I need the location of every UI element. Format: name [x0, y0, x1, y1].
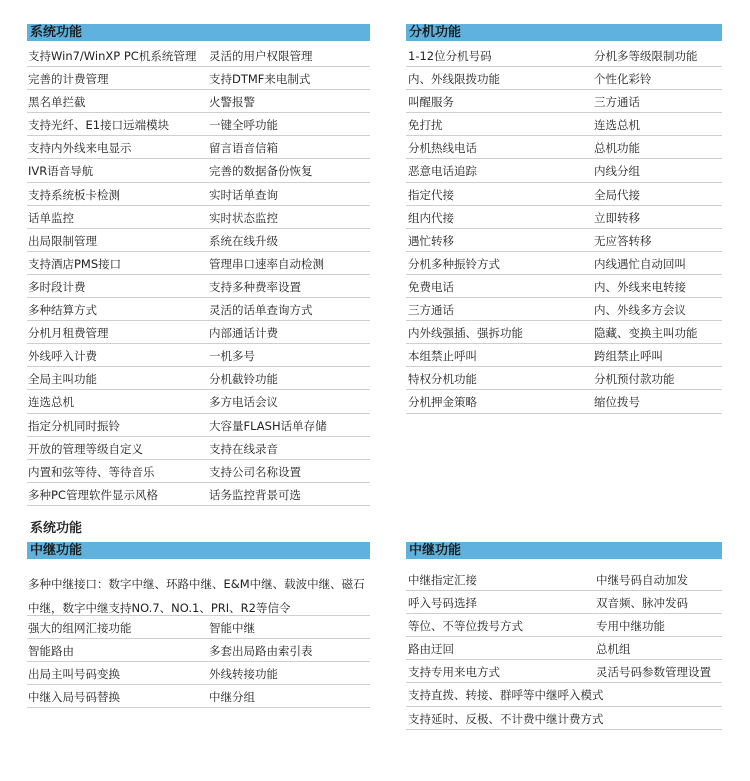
feature-left: 黑名单拦截 — [28, 95, 86, 110]
feature-right: 内线遇忙自动回叫 — [594, 256, 686, 271]
list-item — [406, 637, 722, 660]
feature-left: 多种PC管理软件显示风格 — [28, 487, 158, 502]
list-item — [27, 298, 370, 321]
feature-right: 总机功能 — [594, 141, 640, 156]
feature-left: 中继指定汇接 — [408, 573, 477, 587]
feature-right: 灵活的话单查询方式 — [209, 303, 313, 318]
feature-full: 支持延时、反极、不计费中继计费方式 — [408, 711, 604, 726]
feature-right: 支持在线录音 — [209, 441, 278, 456]
feature-right: 中继号码自动加发 — [596, 573, 688, 587]
list-item — [406, 229, 722, 252]
feature-right: 立即转移 — [594, 210, 640, 225]
feature-left: 外线呼入计费 — [28, 349, 97, 364]
feature-left: 强大的组网汇接功能 — [28, 621, 132, 635]
list-item — [406, 707, 722, 730]
feature-right: 一键全呼功能 — [209, 118, 278, 133]
feature-right: 多方电话会议 — [209, 395, 278, 410]
list-item — [27, 252, 370, 275]
feature-left: 支持光纤、E1接口远端模块 — [28, 118, 170, 133]
list-item — [27, 136, 370, 159]
list-item — [27, 390, 370, 413]
list-item — [406, 390, 722, 413]
feature-right: 多套出局路由索引表 — [209, 644, 313, 659]
list-item-text: 多种中继接口：数字中继、环路中继、E&M中继、载波中继、磁石中继，数字中继支持NO.7、NO.1、PRI、R2等信令 — [28, 577, 365, 615]
trunk-functions-section-left — [27, 542, 370, 708]
feature-right: 跨组禁止呼叫 — [594, 349, 663, 364]
feature-left: 多时段计费 — [28, 279, 86, 294]
feature-right: 实时话单查询 — [209, 187, 278, 202]
list-item — [406, 660, 722, 683]
list-item — [27, 616, 370, 639]
feature-left: 分机押金策略 — [408, 395, 477, 410]
feature-right: 分机预付款功能 — [594, 372, 675, 387]
list-item — [27, 685, 370, 708]
feature-right: 完善的数据备份恢复 — [209, 164, 313, 179]
feature-left: 1-12位分机号码 — [408, 49, 492, 63]
feature-right: 分机多等级限制功能 — [594, 49, 698, 63]
list-item — [406, 159, 722, 182]
feature-right: 个性化彩铃 — [594, 72, 652, 87]
feature-right: 全局代接 — [594, 187, 640, 202]
list-item — [27, 183, 370, 206]
list-item — [27, 229, 370, 252]
list-item — [406, 67, 722, 90]
feature-right: 管理串口速率自动检测 — [209, 256, 324, 271]
list-item — [406, 321, 722, 344]
list-item — [27, 568, 370, 616]
feature-left: 指定分机同时振铃 — [28, 418, 120, 433]
feature-left: 出局主叫号码变换 — [28, 667, 120, 682]
feature-left: 等位、不等位拨号方式 — [408, 619, 523, 634]
feature-right: 无应答转移 — [594, 233, 652, 248]
feature-left: 特权分机功能 — [408, 372, 477, 387]
feature-left: 组内代接 — [408, 210, 454, 225]
feature-left: 支持Win7/WinXP PC机系统管理 — [28, 49, 197, 63]
feature-right: 留言语音信箱 — [209, 141, 278, 156]
feature-left: 叫醒服务 — [408, 95, 454, 110]
list-item — [406, 591, 722, 614]
list-item — [406, 367, 722, 390]
list-item — [27, 275, 370, 298]
feature-left: 多种结算方式 — [28, 303, 97, 318]
feature-right: 双音频、脉冲发码 — [596, 596, 688, 611]
feature-left: 呼入号码选择 — [408, 596, 477, 611]
feature-right: 实时状态监控 — [209, 210, 278, 225]
list-item — [27, 483, 370, 506]
feature-right: 支持多种费率设置 — [209, 279, 301, 294]
list-item — [27, 90, 370, 113]
list-item — [406, 252, 722, 275]
feature-right: 内、外线多方会议 — [594, 303, 686, 318]
feature-left: 分机多种振铃方式 — [408, 256, 500, 271]
list-item — [27, 44, 370, 67]
feature-left: 分机热线电话 — [408, 141, 477, 156]
list-item — [27, 321, 370, 344]
feature-left: 恶意电话追踪 — [408, 164, 477, 179]
feature-right: 大容量FLASH话单存储 — [209, 418, 327, 433]
section-header: 系统功能 — [27, 24, 370, 41]
feature-left: 内外线强插、强拆功能 — [408, 326, 523, 341]
feature-left: 指定代接 — [408, 187, 454, 202]
feature-full: 支持直拨、转接、群呼等中继呼入模式 — [408, 688, 604, 703]
feature-right: 一机多号 — [209, 349, 255, 364]
feature-left: 免费电话 — [408, 279, 454, 294]
list-item — [27, 414, 370, 437]
feature-right: 隐藏、变换主叫功能 — [594, 326, 698, 341]
list-item — [27, 159, 370, 182]
standalone-heading: 系统功能 — [30, 521, 83, 536]
feature-left: 支持酒店PMS接口 — [28, 256, 122, 271]
list-item — [27, 113, 370, 136]
list-item — [27, 344, 370, 367]
feature-right: 总机组 — [596, 642, 631, 657]
feature-right: 外线转接功能 — [209, 667, 278, 682]
feature-left: 免打扰 — [408, 118, 443, 133]
feature-left: 本组禁止呼叫 — [408, 349, 477, 364]
feature-left: 话单监控 — [28, 210, 74, 225]
list-item — [27, 460, 370, 483]
list-item — [27, 662, 370, 685]
feature-left: 支持系统板卡检测 — [28, 187, 120, 202]
feature-left: 内置和弦等待、等待音乐 — [28, 464, 155, 479]
feature-right: 内线分组 — [594, 164, 640, 179]
feature-right: 智能中继 — [209, 621, 255, 635]
feature-right: 支持公司名称设置 — [209, 464, 301, 479]
list-item — [406, 44, 722, 67]
feature-right: 连选总机 — [594, 118, 640, 133]
list-item — [27, 367, 370, 390]
list-item — [406, 298, 722, 321]
feature-left: 遇忙转移 — [408, 233, 454, 248]
feature-left: 路由迂回 — [408, 642, 454, 657]
feature-left: 开放的管理等级自定义 — [28, 441, 143, 456]
feature-left: 分机月租费管理 — [28, 326, 109, 341]
list-item — [406, 614, 722, 637]
feature-left: 支持专用来电方式 — [408, 665, 500, 680]
feature-right: 专用中继功能 — [596, 619, 665, 634]
list-item — [27, 437, 370, 460]
section-header: 中继功能 — [406, 542, 722, 559]
trunk-functions-section-right — [406, 542, 722, 730]
list-item — [27, 206, 370, 229]
feature-left: 支持内外线来电显示 — [28, 141, 132, 156]
feature-left: 中继入局号码替换 — [28, 690, 120, 705]
list-item — [406, 136, 722, 159]
list-item — [406, 344, 722, 367]
list-item — [406, 183, 722, 206]
feature-right: 支持DTMF来电制式 — [209, 72, 311, 87]
list-item — [406, 275, 722, 298]
feature-left: 出局限制管理 — [28, 233, 97, 248]
feature-left: 完善的计费管理 — [28, 72, 109, 87]
section-header: 中继功能 — [27, 542, 370, 559]
list-item — [406, 113, 722, 136]
feature-left: 智能路由 — [28, 644, 74, 659]
feature-right: 内、外线来电转接 — [594, 279, 686, 294]
feature-right: 缩位拨号 — [594, 395, 640, 410]
extension-functions-section — [406, 24, 722, 414]
feature-left: 内、外线限拨功能 — [408, 72, 500, 87]
feature-left: 三方通话 — [408, 303, 454, 318]
list-item — [406, 206, 722, 229]
feature-right: 火警报警 — [209, 95, 255, 110]
system-functions-section — [27, 24, 370, 506]
feature-right: 灵活的用户权限管理 — [209, 49, 313, 63]
feature-right: 中继分组 — [209, 690, 255, 705]
list-item — [406, 683, 722, 706]
feature-right: 内部通话计费 — [209, 326, 278, 341]
feature-left: 连选总机 — [28, 395, 74, 410]
feature-right: 分机截铃功能 — [209, 372, 278, 387]
list-item — [27, 67, 370, 90]
feature-right: 话务监控背景可选 — [209, 487, 301, 502]
section-header: 分机功能 — [406, 24, 722, 41]
feature-right: 系统在线升级 — [209, 233, 278, 248]
feature-left: 全局主叫功能 — [28, 372, 97, 387]
feature-left: IVR语音导航 — [28, 164, 94, 179]
list-item — [406, 90, 722, 113]
list-item — [27, 639, 370, 662]
feature-right: 三方通话 — [594, 95, 640, 110]
feature-right: 灵活号码参数管理设置 — [596, 665, 711, 680]
list-item — [406, 568, 722, 591]
